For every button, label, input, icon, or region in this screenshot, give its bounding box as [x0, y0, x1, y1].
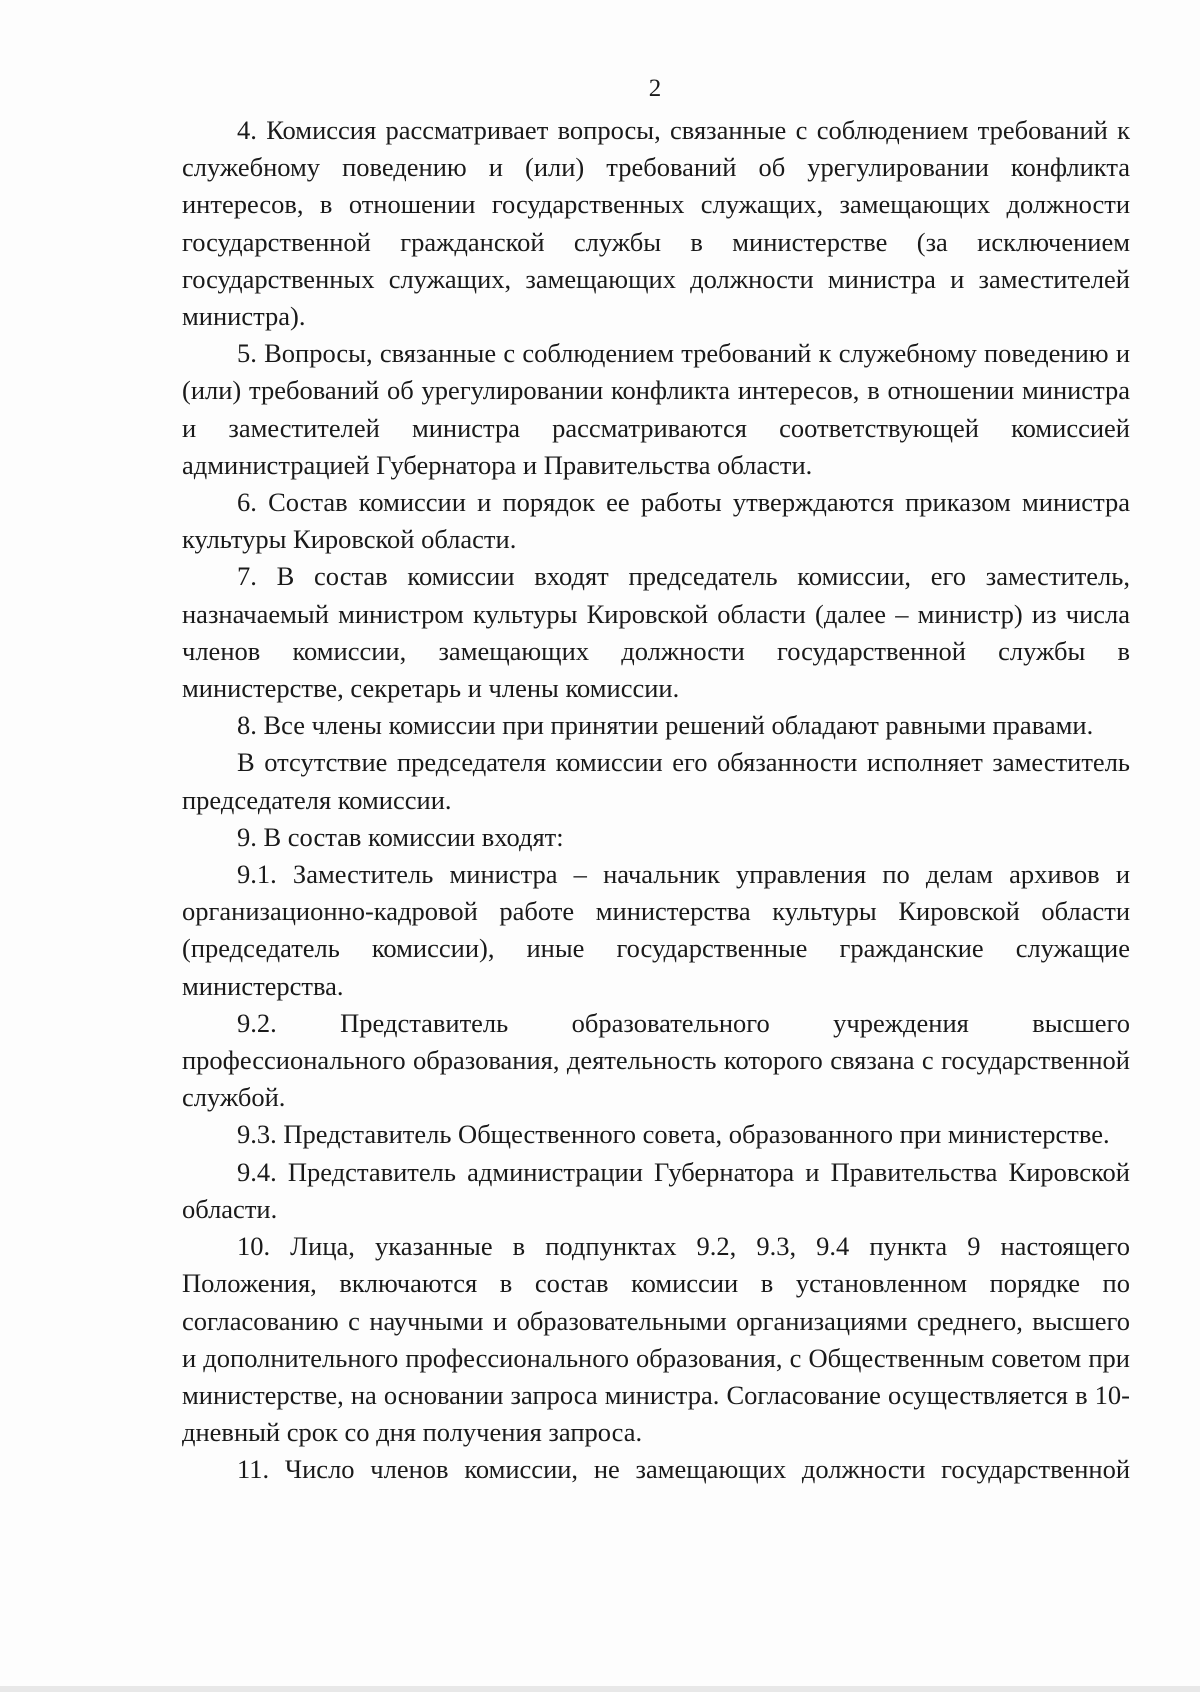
paragraph-11: 11. Число членов комиссии, не замещающих должности государственной [237, 1454, 1130, 1485]
paragraph-8-deputy: В отсутствие председателя комиссии его обязанности исполняет заместитель председателя комиссии. [182, 747, 1130, 815]
scan-bottom-edge [0, 1686, 1200, 1692]
paragraph-6: 6. Состав комиссии и порядок ее работы утверждаются приказом министра культуры Кировской области. [182, 487, 1130, 555]
paragraph-7: 7. В состав комиссии входят председатель комиссии, его заместитель, назначаемый министром культуры Кировской области (далее – министр) из числа членов комиссии, замещающих должности государственной службы в министерстве, секретарь и члены комиссии. [182, 561, 1130, 704]
paragraph-9-1: 9.1. Заместитель министра – начальник управления по делам архивов и организационно-кадровой работе министерства культуры Кировской области (председатель комиссии), иные государственные гражданские служащие министерства. [182, 859, 1130, 1001]
paragraph-10: 10. Лица, указанные в подпунктах 9.2, 9.3, 9.4 пункта 9 настоящего Положения, включаются в состав комиссии в установленном порядке по согласованию с научными и образовательными организациями среднего, высшего и дополнительного профессионального образования, с Общественным советом при министерстве, на основании запроса министра. Согласование осуществляется в 10-дневный срок со дня получения запроса. [182, 1231, 1130, 1448]
paragraph-8: 8. Все члены комиссии при принятии решений обладают равными правами. [237, 710, 1094, 741]
paragraph-5: 5. Вопросы, связанные с соблюдением требований к служебному поведению и (или) требований об урегулировании конфликта интересов, в отношении министра и заместителей министра рассматриваются соответствующей комиссией администрацией Губернатора и Правительства области. [182, 338, 1130, 480]
paragraph-9-4: 9.4. Представитель администрации Губернатора и Правительства Кировской области. [182, 1156, 1130, 1224]
page-number: 2 [648, 75, 662, 102]
paragraph-4: 4. Комиссия рассматривает вопросы, связанные с соблюдением требований к служебному поведению и (или) требований об урегулировании конфликта интересов, в отношении государственных служащих, замещающих должности государственной гражданской службы в министерстве (за исключением государственных служащих, замещающих должности министра и заместителей министра). [182, 115, 1130, 332]
paragraph-9-3: 9.3. Представитель Общественного совета, образованного при министерстве. [237, 1119, 1110, 1150]
document-body [182, 112, 1130, 1489]
paragraph-9: 9. В состав комиссии входят: [237, 821, 564, 852]
paragraph-9-2: 9.2. Представитель образовательного учреждения высшего профессионального образования, деятельность которого связана с государственной службой. [182, 1007, 1130, 1113]
